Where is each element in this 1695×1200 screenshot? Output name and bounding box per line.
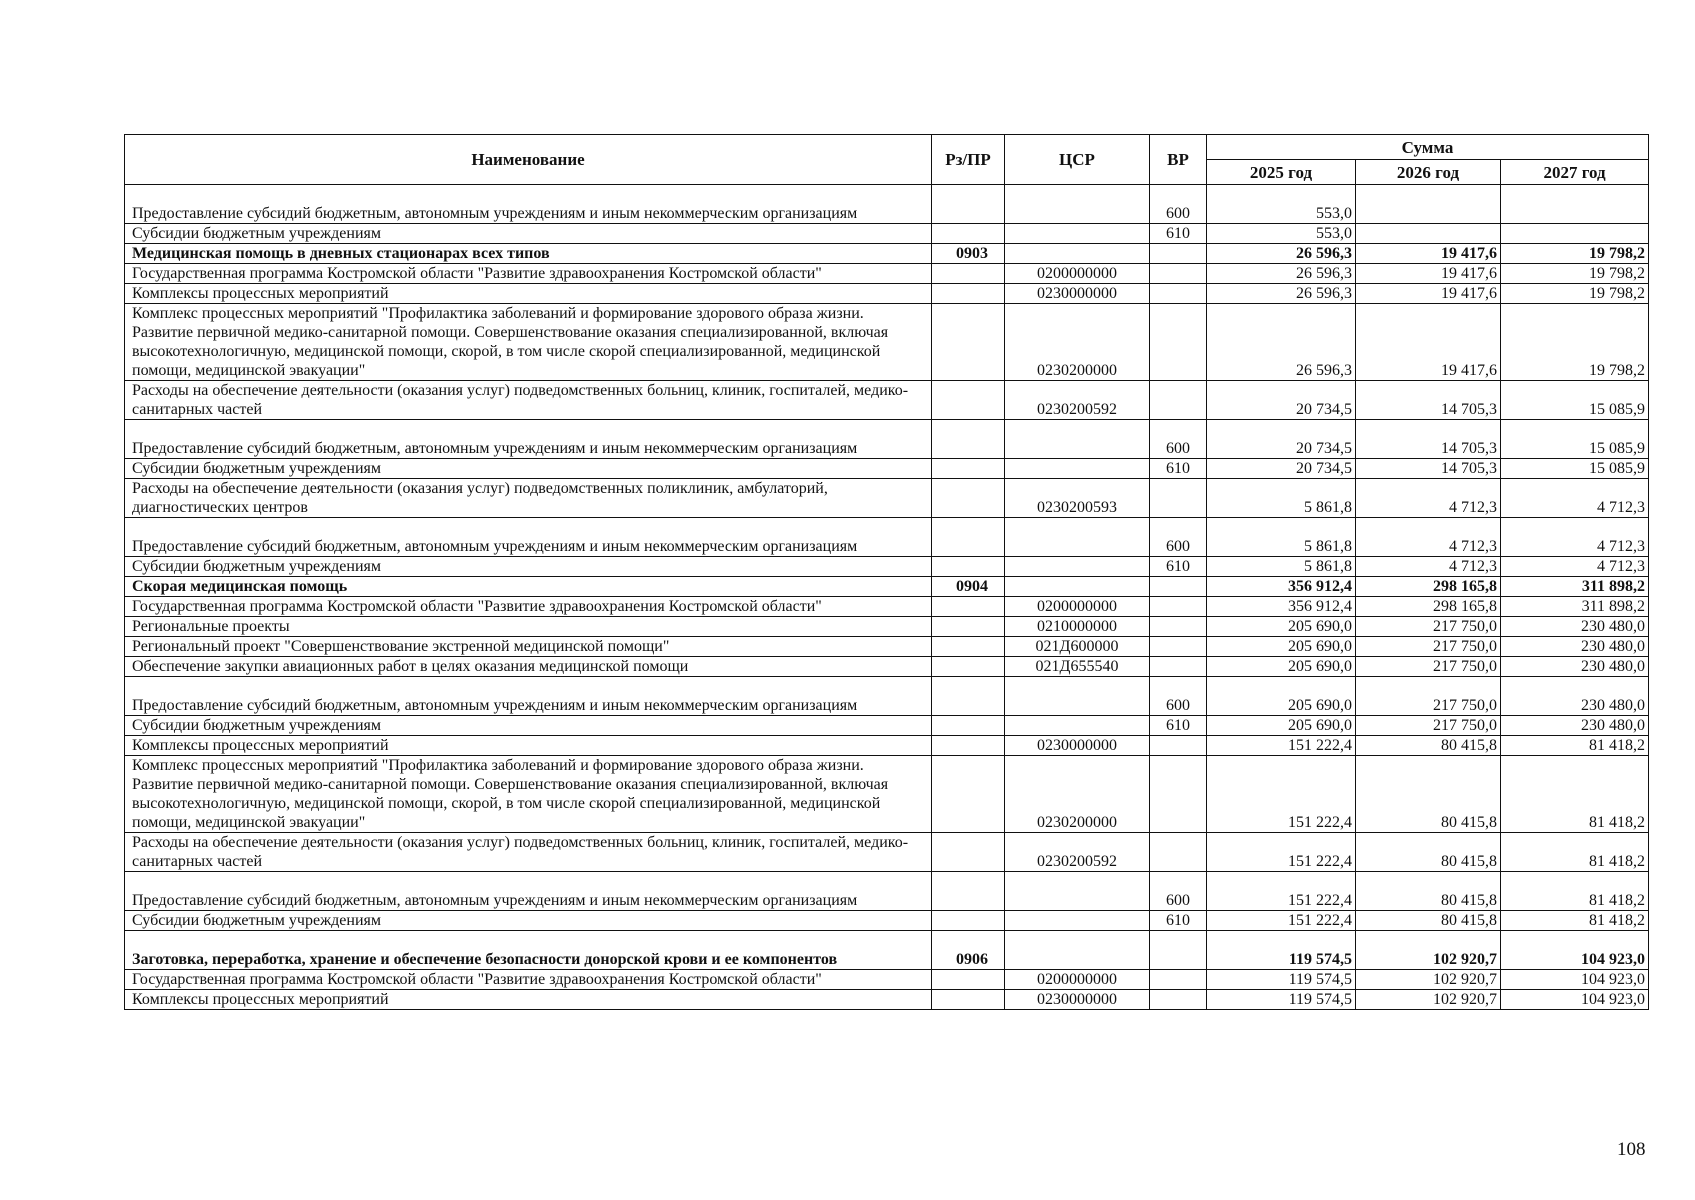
row-2025-cell: 151 222,4 — [1207, 756, 1356, 833]
row-2025-cell: 119 574,5 — [1207, 970, 1356, 990]
row-2025-cell: 553,0 — [1207, 185, 1356, 224]
table-row — [125, 833, 1649, 872]
row-2027-cell: 19 798,2 — [1501, 244, 1649, 264]
row-2027-cell: 4 712,3 — [1501, 557, 1649, 577]
row-vr-cell — [1150, 617, 1207, 637]
row-name-cell: Комплекс процессных мероприятий "Профилактика заболеваний и формирование здорового образа жизни. Развитие первичной медико-санитарной помощи. Совершенствование оказания специализированной, включая высокотехнологичную, медицинской помощи, скорой, в том числе скорой специализированной, медицинской помощи, медицинской эвакуации" — [125, 304, 932, 381]
table-row — [125, 637, 1649, 657]
row-rzpr-cell — [932, 637, 1005, 657]
row-2027-cell — [1501, 185, 1649, 224]
row-2027-cell: 230 480,0 — [1501, 716, 1649, 736]
table-row — [125, 557, 1649, 577]
row-csr-cell: 0200000000 — [1005, 970, 1150, 990]
table-row — [125, 304, 1649, 381]
row-2026-cell: 102 920,7 — [1356, 931, 1501, 970]
row-2026-cell: 217 750,0 — [1356, 657, 1501, 677]
row-name-cell: Государственная программа Костромской области "Развитие здравоохранения Костромской области" — [125, 970, 932, 990]
row-rzpr-cell — [932, 617, 1005, 637]
row-2026-cell: 4 712,3 — [1356, 479, 1501, 518]
row-csr-cell — [1005, 518, 1150, 557]
row-csr-cell: 0230000000 — [1005, 990, 1150, 1010]
row-name-cell: Комплексы процессных мероприятий — [125, 736, 932, 756]
table-row — [125, 970, 1649, 990]
table-row — [125, 872, 1649, 911]
row-rzpr-cell — [932, 185, 1005, 224]
row-vr-cell: 610 — [1150, 224, 1207, 244]
header-csr: ЦСР — [1005, 135, 1150, 185]
row-2025-cell: 26 596,3 — [1207, 244, 1356, 264]
row-2025-cell: 205 690,0 — [1207, 617, 1356, 637]
table-row — [125, 931, 1649, 970]
row-rzpr-cell — [932, 833, 1005, 872]
table-row — [125, 479, 1649, 518]
row-name-cell: Предоставление субсидий бюджетным, автономным учреждениям и иным некоммерческим организациям — [125, 185, 932, 224]
row-2027-cell: 15 085,9 — [1501, 420, 1649, 459]
row-csr-cell: 0230200593 — [1005, 479, 1150, 518]
row-2025-cell: 20 734,5 — [1207, 459, 1356, 479]
row-2026-cell: 102 920,7 — [1356, 990, 1501, 1010]
row-2025-cell: 26 596,3 — [1207, 284, 1356, 304]
row-rzpr-cell — [932, 557, 1005, 577]
row-rzpr-cell — [932, 518, 1005, 557]
row-csr-cell: 021Д655540 — [1005, 657, 1150, 677]
row-vr-cell — [1150, 479, 1207, 518]
table-row — [125, 617, 1649, 637]
table-row — [125, 716, 1649, 736]
header-rzpr: Рз/ПР — [932, 135, 1005, 185]
table-row — [125, 756, 1649, 833]
row-2026-cell — [1356, 185, 1501, 224]
row-2026-cell: 298 165,8 — [1356, 597, 1501, 617]
row-2027-cell: 19 798,2 — [1501, 284, 1649, 304]
row-2025-cell: 151 222,4 — [1207, 911, 1356, 931]
row-2025-cell: 119 574,5 — [1207, 931, 1356, 970]
row-rzpr-cell — [932, 264, 1005, 284]
row-2026-cell: 80 415,8 — [1356, 872, 1501, 911]
row-vr-cell — [1150, 970, 1207, 990]
row-name-cell: Заготовка, переработка, хранение и обеспечение безопасности донорской крови и ее компонентов — [125, 931, 932, 970]
row-rzpr-cell — [932, 736, 1005, 756]
row-name-cell: Предоставление субсидий бюджетным, автономным учреждениям и иным некоммерческим организациям — [125, 677, 932, 716]
row-csr-cell — [1005, 872, 1150, 911]
row-vr-cell — [1150, 736, 1207, 756]
budget-table — [124, 134, 1649, 1010]
row-csr-cell — [1005, 677, 1150, 716]
row-rzpr-cell — [932, 872, 1005, 911]
row-csr-cell: 0230200592 — [1005, 381, 1150, 420]
row-name-cell: Государственная программа Костромской области "Развитие здравоохранения Костромской области" — [125, 597, 932, 617]
row-2026-cell: 14 705,3 — [1356, 420, 1501, 459]
row-csr-cell — [1005, 931, 1150, 970]
row-csr-cell: 0230200000 — [1005, 756, 1150, 833]
row-name-cell: Скорая медицинская помощь — [125, 577, 932, 597]
row-2026-cell: 102 920,7 — [1356, 970, 1501, 990]
row-csr-cell: 0230000000 — [1005, 284, 1150, 304]
row-2027-cell: 230 480,0 — [1501, 677, 1649, 716]
row-2026-cell: 217 750,0 — [1356, 716, 1501, 736]
row-csr-cell — [1005, 557, 1150, 577]
row-2025-cell: 151 222,4 — [1207, 872, 1356, 911]
row-2026-cell: 19 417,6 — [1356, 284, 1501, 304]
row-2027-cell: 81 418,2 — [1501, 736, 1649, 756]
row-vr-cell: 610 — [1150, 459, 1207, 479]
row-rzpr-cell — [932, 677, 1005, 716]
row-2027-cell: 104 923,0 — [1501, 931, 1649, 970]
row-csr-cell — [1005, 716, 1150, 736]
row-2025-cell: 151 222,4 — [1207, 833, 1356, 872]
row-vr-cell — [1150, 597, 1207, 617]
row-2026-cell: 217 750,0 — [1356, 617, 1501, 637]
row-name-cell: Государственная программа Костромской области "Развитие здравоохранения Костромской области" — [125, 264, 932, 284]
row-csr-cell — [1005, 459, 1150, 479]
row-2025-cell: 151 222,4 — [1207, 736, 1356, 756]
row-name-cell: Региональный проект "Совершенствование экстренной медицинской помощи" — [125, 637, 932, 657]
header-2027: 2027 год — [1501, 160, 1649, 185]
row-2025-cell: 205 690,0 — [1207, 716, 1356, 736]
row-2027-cell: 230 480,0 — [1501, 617, 1649, 637]
row-2026-cell: 14 705,3 — [1356, 459, 1501, 479]
row-2026-cell: 19 417,6 — [1356, 244, 1501, 264]
page-number: 108 — [1617, 1139, 1646, 1160]
row-name-cell: Медицинская помощь в дневных стационарах всех типов — [125, 244, 932, 264]
table-row — [125, 224, 1649, 244]
row-vr-cell — [1150, 637, 1207, 657]
row-vr-cell — [1150, 756, 1207, 833]
row-vr-cell: 600 — [1150, 677, 1207, 716]
row-rzpr-cell — [932, 304, 1005, 381]
table-row — [125, 284, 1649, 304]
row-rzpr-cell — [932, 479, 1005, 518]
row-csr-cell — [1005, 420, 1150, 459]
table-row — [125, 185, 1649, 224]
row-2027-cell: 230 480,0 — [1501, 637, 1649, 657]
row-rzpr-cell: 0906 — [932, 931, 1005, 970]
row-rzpr-cell: 0904 — [932, 577, 1005, 597]
row-2026-cell: 298 165,8 — [1356, 577, 1501, 597]
row-2027-cell: 81 418,2 — [1501, 911, 1649, 931]
row-csr-cell — [1005, 224, 1150, 244]
row-2027-cell: 311 898,2 — [1501, 597, 1649, 617]
row-2026-cell: 217 750,0 — [1356, 677, 1501, 716]
row-2027-cell: 104 923,0 — [1501, 990, 1649, 1010]
row-2026-cell: 14 705,3 — [1356, 381, 1501, 420]
table-row — [125, 736, 1649, 756]
row-2027-cell: 311 898,2 — [1501, 577, 1649, 597]
row-vr-cell: 610 — [1150, 557, 1207, 577]
row-name-cell: Субсидии бюджетным учреждениям — [125, 716, 932, 736]
header-2025: 2025 год — [1207, 160, 1356, 185]
table-row — [125, 911, 1649, 931]
row-name-cell: Комплекс процессных мероприятий "Профилактика заболеваний и формирование здорового образа жизни. Развитие первичной медико-санитарной помощи. Совершенствование оказания специализированной, включая высокотехнологичную, медицинской помощи, скорой, в том числе скорой специализированной, медицинской помощи, медицинской эвакуации" — [125, 756, 932, 833]
row-2027-cell: 15 085,9 — [1501, 381, 1649, 420]
row-name-cell: Расходы на обеспечение деятельности (оказания услуг) подведомственных больниц, клиник, госпиталей, медико-санитарных частей — [125, 381, 932, 420]
row-2027-cell: 15 085,9 — [1501, 459, 1649, 479]
row-2025-cell: 26 596,3 — [1207, 304, 1356, 381]
table-row — [125, 990, 1649, 1010]
row-2026-cell: 19 417,6 — [1356, 304, 1501, 381]
table-row — [125, 420, 1649, 459]
row-rzpr-cell — [932, 756, 1005, 833]
row-2027-cell: 230 480,0 — [1501, 657, 1649, 677]
row-name-cell: Комплексы процессных мероприятий — [125, 284, 932, 304]
row-rzpr-cell — [932, 459, 1005, 479]
row-2025-cell: 20 734,5 — [1207, 381, 1356, 420]
row-rzpr-cell — [932, 990, 1005, 1010]
table-header — [125, 135, 1649, 185]
row-rzpr-cell — [932, 284, 1005, 304]
table-row — [125, 677, 1649, 716]
row-2026-cell: 80 415,8 — [1356, 736, 1501, 756]
row-vr-cell — [1150, 931, 1207, 970]
row-2027-cell: 81 418,2 — [1501, 833, 1649, 872]
row-csr-cell: 0230200000 — [1005, 304, 1150, 381]
row-name-cell: Субсидии бюджетным учреждениям — [125, 911, 932, 931]
row-vr-cell — [1150, 284, 1207, 304]
row-rzpr-cell — [932, 224, 1005, 244]
row-vr-cell — [1150, 381, 1207, 420]
table-row — [125, 657, 1649, 677]
row-vr-cell — [1150, 577, 1207, 597]
row-name-cell: Субсидии бюджетным учреждениям — [125, 557, 932, 577]
row-2027-cell: 4 712,3 — [1501, 479, 1649, 518]
row-name-cell: Предоставление субсидий бюджетным, автономным учреждениям и иным некоммерческим организациям — [125, 420, 932, 459]
table-row — [125, 459, 1649, 479]
row-vr-cell — [1150, 833, 1207, 872]
row-rzpr-cell — [932, 420, 1005, 459]
row-vr-cell — [1150, 304, 1207, 381]
row-2025-cell: 5 861,8 — [1207, 518, 1356, 557]
row-2025-cell: 356 912,4 — [1207, 577, 1356, 597]
table-row — [125, 518, 1649, 557]
row-2025-cell: 119 574,5 — [1207, 990, 1356, 1010]
row-name-cell: Предоставление субсидий бюджетным, автономным учреждениям и иным некоммерческим организациям — [125, 518, 932, 557]
row-2026-cell: 4 712,3 — [1356, 518, 1501, 557]
row-2025-cell: 20 734,5 — [1207, 420, 1356, 459]
row-2026-cell — [1356, 224, 1501, 244]
row-rzpr-cell: 0903 — [932, 244, 1005, 264]
row-2025-cell: 26 596,3 — [1207, 264, 1356, 284]
row-2025-cell: 205 690,0 — [1207, 657, 1356, 677]
row-2027-cell: 4 712,3 — [1501, 518, 1649, 557]
row-vr-cell: 600 — [1150, 872, 1207, 911]
row-rzpr-cell — [932, 381, 1005, 420]
header-vr: ВР — [1150, 135, 1207, 185]
row-vr-cell — [1150, 990, 1207, 1010]
row-csr-cell: 0200000000 — [1005, 597, 1150, 617]
row-name-cell: Обеспечение закупки авиационных работ в целях оказания медицинской помощи — [125, 657, 932, 677]
row-vr-cell — [1150, 264, 1207, 284]
row-csr-cell: 0210000000 — [1005, 617, 1150, 637]
row-2026-cell: 80 415,8 — [1356, 756, 1501, 833]
row-2025-cell: 356 912,4 — [1207, 597, 1356, 617]
row-name-cell: Региональные проекты — [125, 617, 932, 637]
header-2026: 2026 год — [1356, 160, 1501, 185]
row-name-cell: Субсидии бюджетным учреждениям — [125, 224, 932, 244]
header-name: Наименование — [125, 135, 932, 185]
row-csr-cell: 0230200592 — [1005, 833, 1150, 872]
row-name-cell: Комплексы процессных мероприятий — [125, 990, 932, 1010]
table-row — [125, 264, 1649, 284]
row-vr-cell: 610 — [1150, 716, 1207, 736]
row-2025-cell: 553,0 — [1207, 224, 1356, 244]
row-name-cell: Расходы на обеспечение деятельности (оказания услуг) подведомственных поликлиник, амбулаторий, диагностических центров — [125, 479, 932, 518]
row-csr-cell: 0200000000 — [1005, 264, 1150, 284]
table-row — [125, 597, 1649, 617]
row-name-cell: Расходы на обеспечение деятельности (оказания услуг) подведомственных больниц, клиник, госпиталей, медико-санитарных частей — [125, 833, 932, 872]
row-2027-cell: 19 798,2 — [1501, 264, 1649, 284]
table-row — [125, 577, 1649, 597]
row-vr-cell: 600 — [1150, 420, 1207, 459]
row-csr-cell — [1005, 185, 1150, 224]
row-2027-cell: 104 923,0 — [1501, 970, 1649, 990]
row-vr-cell — [1150, 657, 1207, 677]
row-2027-cell — [1501, 224, 1649, 244]
row-rzpr-cell — [932, 716, 1005, 736]
row-vr-cell: 600 — [1150, 518, 1207, 557]
row-csr-cell: 0230000000 — [1005, 736, 1150, 756]
row-2027-cell: 81 418,2 — [1501, 756, 1649, 833]
row-2025-cell: 205 690,0 — [1207, 637, 1356, 657]
row-name-cell: Предоставление субсидий бюджетным, автономным учреждениям и иным некоммерческим организациям — [125, 872, 932, 911]
row-vr-cell — [1150, 244, 1207, 264]
row-rzpr-cell — [932, 970, 1005, 990]
table-row — [125, 244, 1649, 264]
row-csr-cell — [1005, 911, 1150, 931]
row-rzpr-cell — [932, 597, 1005, 617]
row-2026-cell: 19 417,6 — [1356, 264, 1501, 284]
row-2026-cell: 217 750,0 — [1356, 637, 1501, 657]
row-name-cell: Субсидии бюджетным учреждениям — [125, 459, 932, 479]
row-2025-cell: 5 861,8 — [1207, 557, 1356, 577]
row-2025-cell: 205 690,0 — [1207, 677, 1356, 716]
row-2026-cell: 80 415,8 — [1356, 911, 1501, 931]
row-2026-cell: 4 712,3 — [1356, 557, 1501, 577]
row-csr-cell: 021Д600000 — [1005, 637, 1150, 657]
row-vr-cell: 610 — [1150, 911, 1207, 931]
row-csr-cell — [1005, 577, 1150, 597]
row-rzpr-cell — [932, 657, 1005, 677]
header-sum: Сумма — [1207, 135, 1649, 160]
row-vr-cell: 600 — [1150, 185, 1207, 224]
row-2027-cell: 19 798,2 — [1501, 304, 1649, 381]
row-csr-cell — [1005, 244, 1150, 264]
table-body — [125, 185, 1649, 1010]
row-2027-cell: 81 418,2 — [1501, 872, 1649, 911]
table-row — [125, 381, 1649, 420]
row-2025-cell: 5 861,8 — [1207, 479, 1356, 518]
row-rzpr-cell — [932, 911, 1005, 931]
row-2026-cell: 80 415,8 — [1356, 833, 1501, 872]
